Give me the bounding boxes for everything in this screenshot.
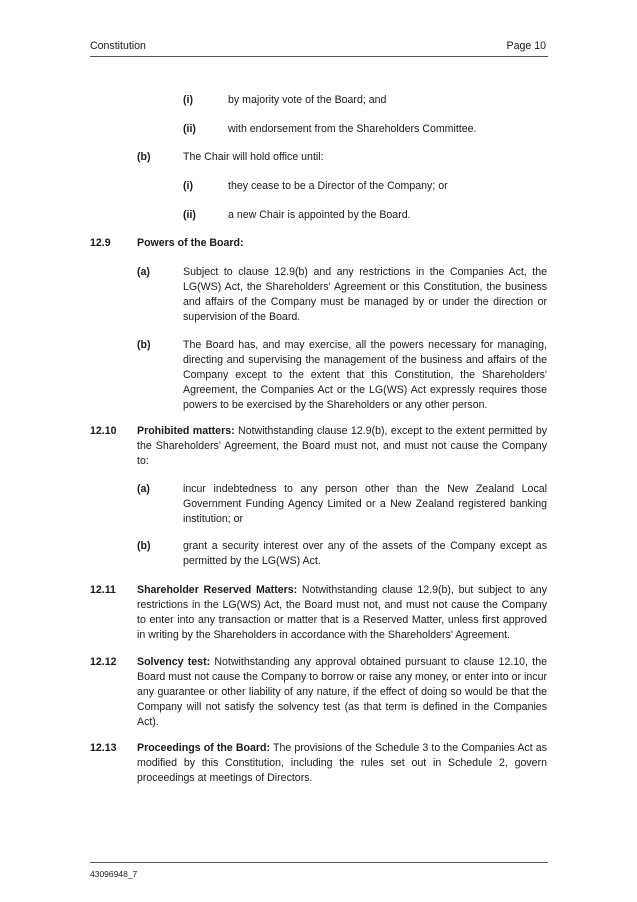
sub-item-label: (i) xyxy=(183,94,193,106)
item-text: The Board has, and may exercise, all the powers necessary for managing, directing and supervising the management of the business and affairs of the Company except to the extent that this Constitution, the Shareholders' Agreement, the Companies Act or the LG(WS) Act expressly requires those powers to be exercised by the Shareholders or any other person. xyxy=(183,339,547,411)
sub-item-text: with endorsement from the Shareholders Committee. xyxy=(228,123,477,135)
clause-heading: Prohibited matters: xyxy=(137,425,235,437)
footer-divider xyxy=(90,862,548,863)
sub-item-text: by majority vote of the Board; and xyxy=(228,94,387,106)
clause-body xyxy=(137,583,547,643)
clause-text: The provisions of the Schedule 3 to the Companies Act as modified by this Constitution, including the rules set out in Schedule 2, govern proceedings at meetings of Directors. xyxy=(137,742,547,784)
item-text: Subject to clause 12.9(b) and any restrictions in the Companies Act, the LG(WS) Act, the Shareholders' Agreement or this Constitution, the business and affairs of the Company must be managed by or under the direction or supervision of the Board. xyxy=(183,266,547,323)
item-text: incur indebtedness to any person other than the New Zealand Local Government Funding Agency Limited or a New Zealand registered banking institution; or xyxy=(183,483,547,525)
sub-item-text: a new Chair is appointed by the Board. xyxy=(228,209,411,221)
clause-number: 12.12 xyxy=(90,656,117,668)
clause-heading: Powers of the Board: xyxy=(137,237,244,249)
clause-text: Notwithstanding any approval obtained pursuant to clause 12.10, the Board must not cause the Company to borrow or raise any money, or enter into or incur any guarantee or other liability of any nature, if the effect of doing so would be that the Company will not satisfy the solvency test (as that term is defined in the Companies Act). xyxy=(137,656,547,728)
clause-number: 12.13 xyxy=(90,742,117,754)
clause-heading: Solvency test: xyxy=(137,656,211,668)
item-label: (a) xyxy=(137,266,150,278)
sub-item-label: (i) xyxy=(183,180,193,192)
item-label: (b) xyxy=(137,151,151,163)
page-header xyxy=(90,40,548,57)
item-label: (a) xyxy=(137,483,150,495)
clause-heading: Shareholder Reserved Matters: xyxy=(137,584,298,596)
sub-item-text: they cease to be a Director of the Company; or xyxy=(228,180,448,192)
item-label: (b) xyxy=(137,339,151,351)
clause-number: 12.9 xyxy=(90,237,111,249)
clause-body xyxy=(137,424,547,469)
clause-body xyxy=(137,655,547,730)
sub-item-label: (ii) xyxy=(183,123,196,135)
clause-text: Notwithstanding clause 12.9(b), except to the extent permitted by the Shareholders’ Agreement, the Board must not, and must not cause the Company to: xyxy=(137,425,548,467)
document-title: Constitution xyxy=(90,40,146,52)
clause-text: Notwithstanding clause 12.9(b), but subject to any restrictions in the LG(WS) Act, the Board must not, and must not cause the Company to enter into any transaction or matter that is a Reserved Matter, unless first approved in writing by the Shareholders in accordance with the Shareholders' Agreement. xyxy=(137,584,547,641)
item-text: grant a security interest over any of the assets of the Company except as permitted by the LG(WS) Act. xyxy=(183,540,547,567)
clause-number: 12.10 xyxy=(90,425,117,437)
clause-number: 12.11 xyxy=(90,584,116,596)
page-number: Page 10 xyxy=(506,40,546,52)
item-text: The Chair will hold office until: xyxy=(183,151,324,163)
clause-body xyxy=(137,741,547,786)
item-label: (b) xyxy=(137,540,151,552)
sub-item-label: (ii) xyxy=(183,209,196,221)
document-reference: 43096948_7 xyxy=(90,869,138,879)
clause-heading: Proceedings of the Board: xyxy=(137,742,271,754)
